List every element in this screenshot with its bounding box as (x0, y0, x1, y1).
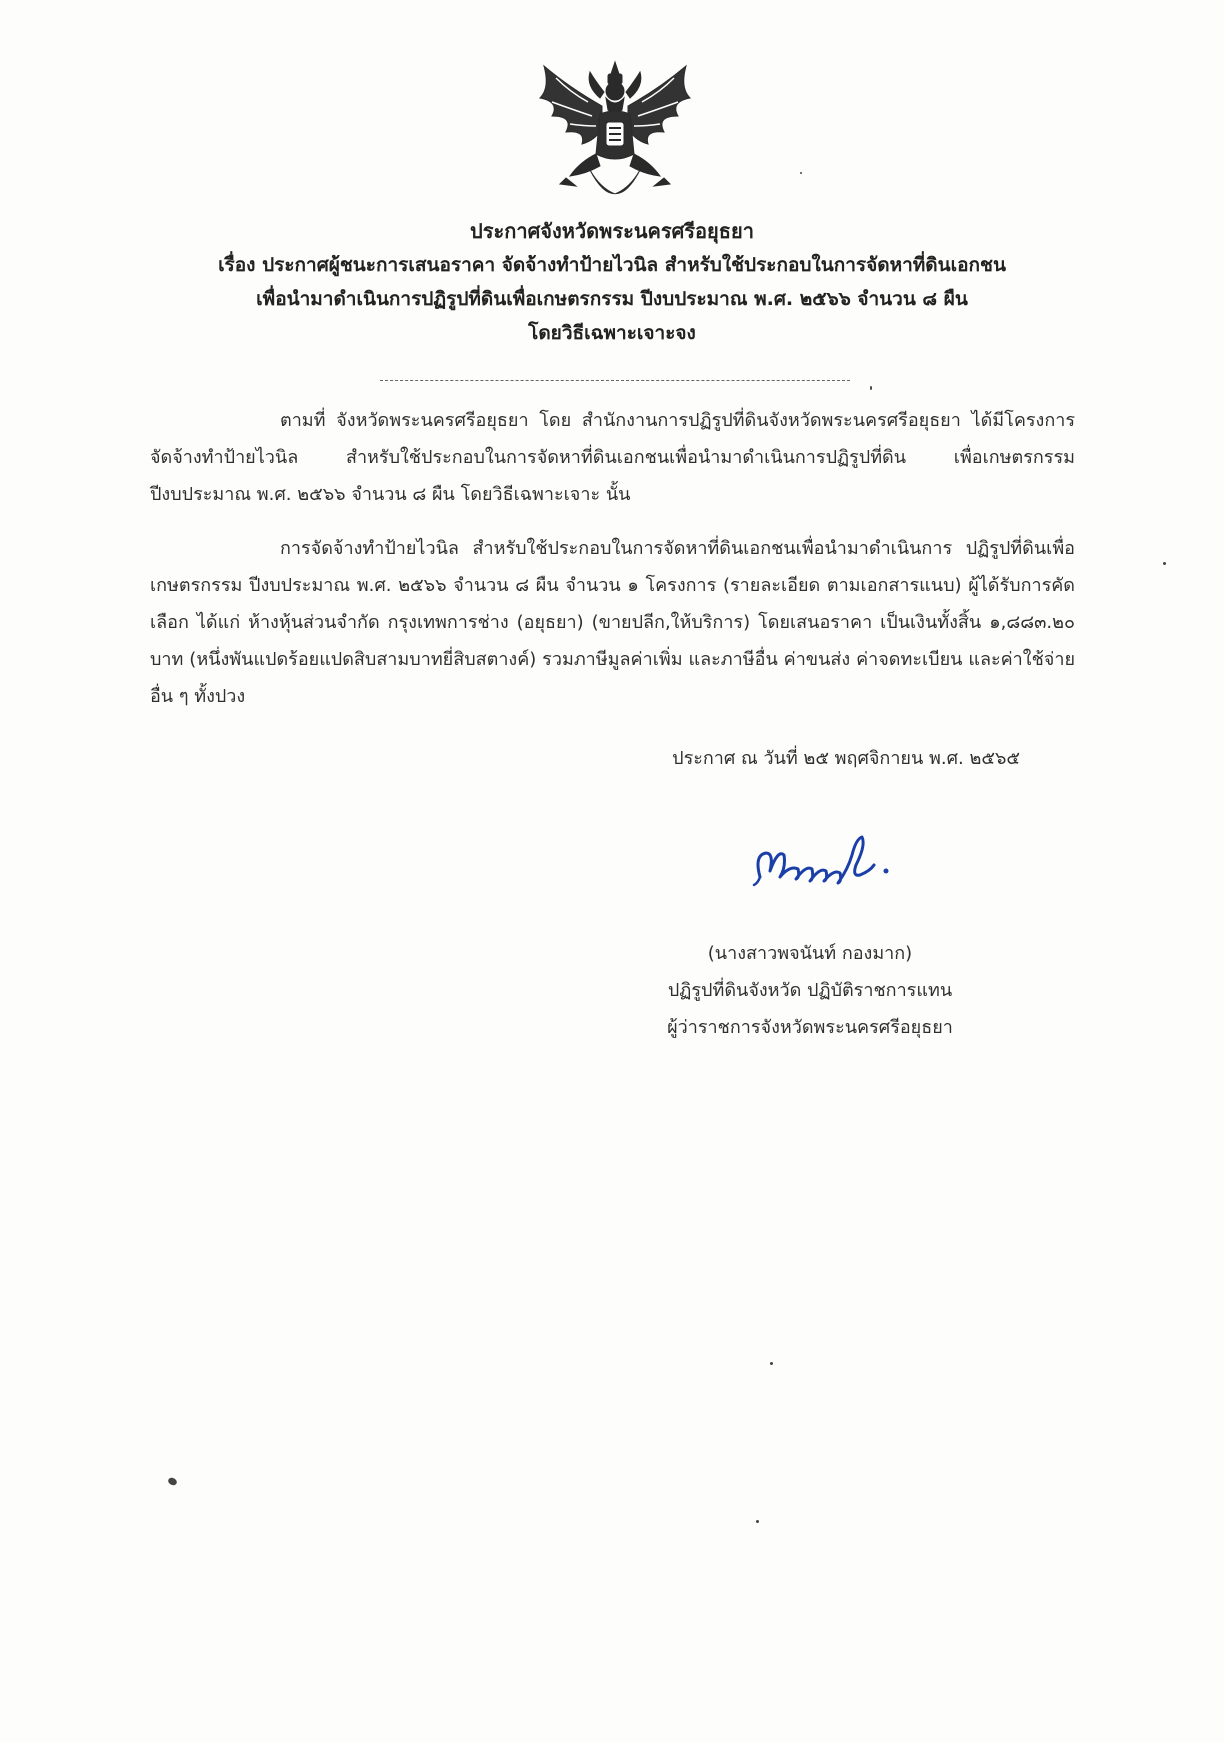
body-paragraph-2-text: การจัดจ้างทำป้ายไวนิล สำหรับใช้ประกอบในการจัดหาที่ดินเอกชนเพื่อนำมาดำเนินการ ปฏิรูปที่ดินเพื่อเกษตรกรรม ปีงบประมาณ พ.ศ. ๒๕๖๖ จำนวน ๘ ผืน จำนวน ๑ โครงการ (รายละเอียด ตามเอกสารแนบ) ผู้ได้รับการคัดเลือก ได้แก่ ห้างหุ้นส่วนจำกัด กรุงเทพการช่าง (อยุธยา) (ขายปลีก,ให้บริการ) โดยเสนอราคา เป็นเงินทั้งสิ้น ๑,๘๘๓.๒๐ บาท (หนึ่งพันแปดร้อยแปดสิบสามบาทยี่สิบสตางค์) รวมภาษีมูลค่าเพิ่ม และภาษีอื่น ค่าขนส่ง ค่าจดทะเบียน และค่าใช้จ่ายอื่น ๆ ทั้งปวง (150, 538, 1075, 707)
scan-speck (167, 1476, 178, 1486)
title-line-2: เรื่อง ประกาศผู้ชนะการเสนอราคา จัดจ้างทำป้ายไวนิล สำหรับใช้ประกอบในการจัดหาที่ดินเอกชน (218, 254, 1006, 276)
announcement-date: ประกาศ ณ วันที่ ๒๕ พฤศจิกายน พ.ศ. ๒๕๖๕ (672, 748, 1020, 769)
body-paragraph-2 (150, 530, 1075, 715)
scan-speck (800, 172, 802, 174)
title-line-1: ประกาศจังหวัดพระนครศรีอยุธยา (470, 219, 754, 243)
body-paragraph-1 (150, 402, 1075, 513)
dashed-divider (380, 380, 850, 381)
signer-position-2: ผู้ว่าราชการจังหวัดพระนครศรีอยุธยา (667, 1017, 953, 1038)
signer-block (560, 935, 1060, 1046)
title-line-4: โดยวิธีเฉพาะเจาะจง (528, 322, 696, 344)
body-paragraph-1-text: ตามที่ จังหวัดพระนครศรีอยุธยา โดย สำนักงานการปฏิรูปที่ดินจังหวัดพระนครศรีอยุธยา ได้มีโครงการจัดจ้างทำป้ายไวนิล สำหรับใช้ประกอบในการจัดหาที่ดินเอกชนเพื่อนำมาดำเนินการปฏิรูปที่ดิน เพื่อเกษตรกรรม ปีงบประมาณ พ.ศ. ๒๕๖๖ จำนวน ๘ ผืน โดยวิธีเฉพาะเจาะ นั้น (150, 410, 1075, 505)
signer-name: (นางสาวพจนันท์ กองมาก) (707, 943, 913, 964)
signer-position-1: ปฏิรูปที่ดินจังหวัด ปฏิบัติราชการแทน (667, 980, 953, 1001)
handwritten-signature (740, 825, 910, 895)
title-line-3: เพื่อนำมาดำเนินการปฏิรูปที่ดินเพื่อเกษตรกรรม ปีงบประมาณ พ.ศ. ๒๕๖๖ จำนวน ๘ ผืน (256, 288, 968, 310)
scan-speck (770, 1362, 773, 1365)
scan-speck (870, 386, 872, 390)
garuda-emblem (530, 58, 700, 216)
scan-speck (1163, 562, 1166, 565)
announcement-title (120, 214, 1104, 350)
scan-speck (756, 1520, 759, 1523)
